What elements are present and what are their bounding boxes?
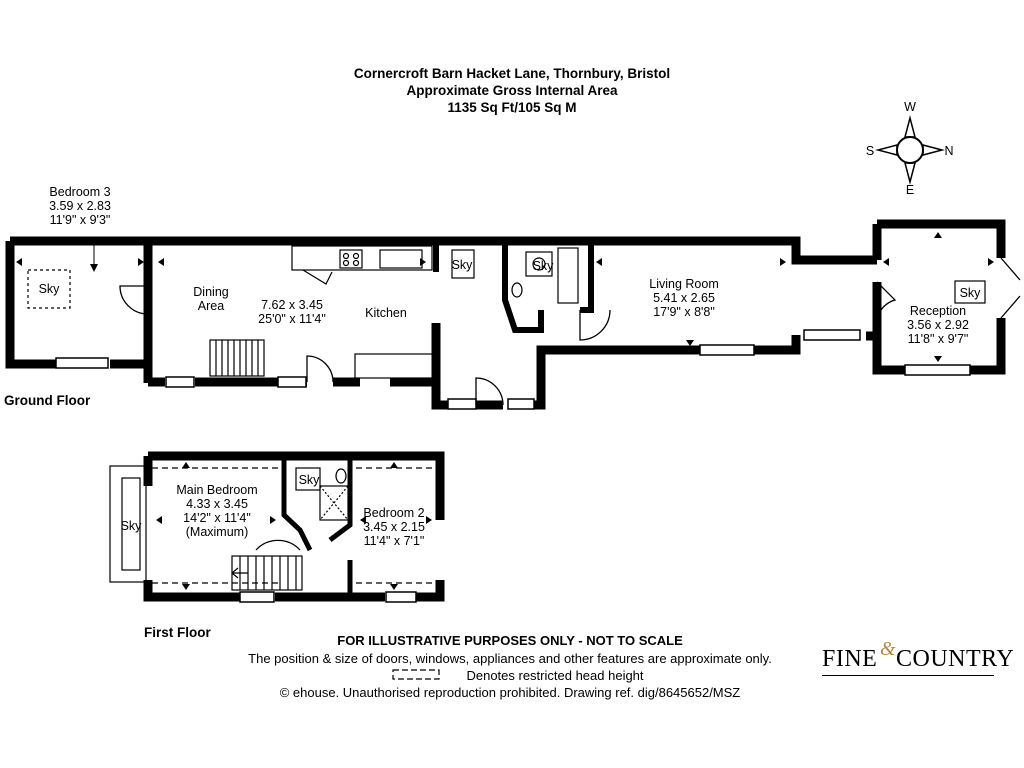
compass bbox=[866, 100, 954, 197]
main-bedroom-metric: 4.33 x 3.45 bbox=[186, 497, 248, 511]
bedroom3-metric: 3.59 x 2.83 bbox=[49, 199, 111, 213]
bedroom2-name: Bedroom 2 bbox=[363, 506, 425, 520]
kitchen-imperial: 25'0" x 11'4" bbox=[258, 312, 326, 326]
area-title: Approximate Gross Internal Area bbox=[406, 83, 618, 98]
ground-floor-label: Ground Floor bbox=[4, 393, 91, 408]
bedroom3-imperial: 11'9" x 9'3" bbox=[49, 213, 111, 227]
dining-line1: Dining bbox=[193, 285, 229, 299]
copyright: © ehouse. Unauthorised reproduction prohibited. Drawing ref. dig/8645652/MSZ bbox=[279, 685, 741, 700]
logo-ampersand: & bbox=[880, 638, 896, 660]
ff-sky-bath: Sky bbox=[298, 473, 320, 487]
kitchen-sky: Sky bbox=[451, 258, 473, 272]
disclaimer: FOR ILLUSTRATIVE PURPOSES ONLY - NOT TO SCALE bbox=[337, 633, 683, 648]
reception-metric: 3.56 x 2.92 bbox=[907, 318, 969, 332]
ground-windows bbox=[56, 330, 970, 409]
compass-e: E bbox=[905, 183, 915, 197]
bedroom2-imperial: 11'4" x 7'1" bbox=[363, 534, 425, 548]
reception-imperial: 11'8" x 9'7" bbox=[907, 332, 969, 346]
compass-n: N bbox=[944, 144, 954, 158]
area-value: 1135 Sq Ft/105 Sq M bbox=[447, 100, 577, 115]
first-floor-label: First Floor bbox=[144, 625, 211, 640]
dining-line2: Area bbox=[197, 299, 225, 313]
bath-sky: Sky bbox=[532, 259, 554, 273]
living-imperial: 17'9" x 8'8" bbox=[653, 305, 715, 319]
living-metric: 5.41 x 2.65 bbox=[653, 291, 715, 305]
main-bedroom-imperial: 14'2" x 11'4" bbox=[183, 511, 251, 525]
reception-sky: Sky bbox=[959, 286, 981, 300]
main-bedroom-name: Main Bedroom bbox=[176, 483, 258, 497]
bedroom3-sky: Sky bbox=[38, 282, 60, 296]
compass-w: W bbox=[904, 100, 916, 114]
address-title: Cornercroft Barn Hacket Lane, Thornbury, Bristol bbox=[353, 66, 671, 81]
fine-country-logo bbox=[822, 638, 1015, 676]
ff-sky-left: Sky bbox=[120, 519, 142, 533]
logo-country: COUNTRY bbox=[896, 646, 1015, 672]
bedroom2-metric: 3.45 x 2.15 bbox=[363, 520, 425, 534]
position-note: The position & size of doors, windows, appliances and other features are approximate only. bbox=[248, 651, 772, 666]
kitchen-name: Kitchen bbox=[365, 306, 407, 320]
main-bedroom-note: (Maximum) bbox=[185, 525, 249, 539]
logo-rule bbox=[822, 675, 994, 676]
bedroom3-name: Bedroom 3 bbox=[49, 185, 111, 199]
legend-text: Denotes restricted head height bbox=[466, 668, 644, 683]
reception-name: Reception bbox=[909, 304, 967, 318]
kitchen-metric: 7.62 x 3.45 bbox=[261, 298, 323, 312]
logo-fine: FINE bbox=[822, 646, 878, 672]
compass-s: S bbox=[865, 144, 875, 158]
living-name: Living Room bbox=[649, 277, 719, 291]
